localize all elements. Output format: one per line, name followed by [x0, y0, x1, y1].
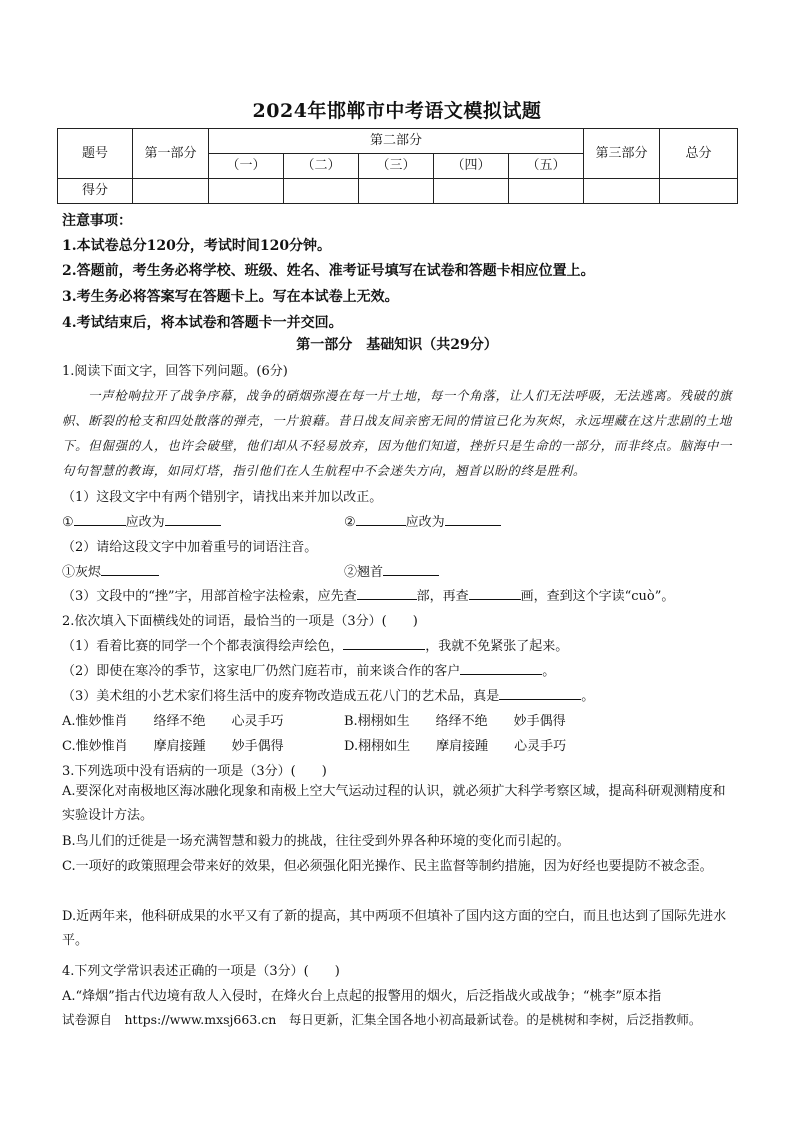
notes-item: 2.答题前，考生务必将学校、班级、姓名、准考证号填写在试卷和答题卡相应位置上。 [62, 263, 595, 279]
score-cell[interactable] [209, 179, 284, 204]
option-d[interactable]: D.栩栩如生 摩肩接踵 心灵手巧 [344, 739, 567, 754]
question-1-stem: 1.阅读下面文字，回答下列问题。(6分) [62, 364, 288, 379]
answer-blank[interactable] [356, 511, 406, 526]
score-cell[interactable] [509, 179, 584, 204]
answer-blank[interactable] [460, 660, 542, 675]
score-sub-header: （一） [209, 154, 284, 179]
page-title: 2024年邯郸市中考语文模拟试题 [252, 100, 542, 122]
answer-blank[interactable] [383, 561, 439, 576]
score-row-label: 得分 [58, 179, 133, 204]
option-d[interactable]: D.近两年来，他科研成果的水平又有了新的提高，其中两项不但填补了国内这方面的空白，而且也达到了国际先进水平。 [62, 909, 727, 948]
option-c[interactable]: C.一项好的政策照理会带来好的效果，但必须强化阳光操作、民主监督等制约措施，因为好经也要提防不被念歪。 [62, 859, 713, 874]
sentence-text: （3）美术组的小艺术家们将生活中的废弃物改造成五花八门的艺术品，真是 [62, 689, 500, 704]
answer-blank[interactable] [343, 635, 425, 650]
sub3-text: （3）文段中的“挫”字，用部首检字法检索，应先查 [62, 589, 357, 604]
score-cell[interactable] [660, 179, 738, 204]
fix-label: 应改为 [125, 515, 165, 530]
score-total-header: 总分 [660, 129, 738, 179]
score-table [57, 128, 738, 204]
question-4-stem: 4.下列文学常识表述正确的一项是（3分）( ) [62, 964, 340, 979]
score-part3-header: 第三部分 [584, 129, 660, 179]
sentence-text: 。 [542, 664, 556, 679]
reading-passage [62, 383, 732, 483]
pinyin-word-2: ②翘首 [344, 565, 384, 580]
score-col-label: 题号 [58, 129, 133, 179]
question-3-stem: 3.下列选项中没有语病的一项是（3分）( ) [62, 764, 327, 779]
score-part1-header: 第一部分 [133, 129, 209, 179]
answer-blank[interactable] [445, 511, 501, 526]
score-cell[interactable] [584, 179, 660, 204]
sub3-text: 画，查到这个字读“cuò”。 [520, 589, 675, 604]
score-sub-header: （二） [284, 154, 359, 179]
score-cell[interactable] [359, 179, 434, 204]
answer-blank[interactable] [357, 585, 417, 600]
pinyin-word-1: ①灰烬 [62, 565, 102, 580]
score-part2-header: 第二部分 [209, 129, 584, 154]
option-b[interactable]: B.鸟儿们的迁徙是一场充满智慧和毅力的挑战，往往受到外界各种环境的变化而引起的。 [62, 834, 570, 849]
answer-blank[interactable] [499, 685, 581, 700]
score-cell[interactable] [284, 179, 359, 204]
question-2-sentence [62, 660, 742, 679]
score-sub-header: （三） [359, 154, 434, 179]
option-a-line-2[interactable]: 试卷源自 https://www.mxsj663.cn 每日更新，汇集全国各地小初高最新试卷。的是桃树和李树，后泛指教师。 [62, 1012, 702, 1027]
sentence-text: 。 [581, 689, 595, 704]
option-a[interactable]: A.惟妙惟肖 络绎不绝 心灵手巧 [62, 714, 284, 729]
question-1-sub3 [62, 585, 742, 604]
fix-label: 应改为 [405, 515, 445, 530]
question-1-sub2: （2）请给这段文字中加着重号的词语注音。 [62, 540, 318, 555]
typo-fix-2-label: ② [344, 515, 356, 530]
option-c[interactable]: C.惟妙惟肖 摩肩接踵 妙手偶得 [62, 739, 284, 754]
question-2-stem: 2.依次填入下面横线处的词语，最恰当的一项是（3分）( ) [62, 614, 418, 629]
sentence-text: （1）看着比赛的同学一个个都表演得绘声绘色， [62, 639, 344, 654]
sentence-text: ，我就不免紧张了起来。 [425, 639, 569, 654]
notes-item: 3.考生务必将答案写在答题卡上。写在本试卷上无效。 [62, 289, 399, 305]
question-2-sentence [62, 685, 742, 704]
notes-item: 4.考试结束后，将本试卷和答题卡一并交回。 [62, 315, 343, 331]
notes-heading: 注意事项： [62, 213, 132, 229]
sub3-text: 部，再查 [416, 589, 469, 604]
score-cell[interactable] [434, 179, 509, 204]
answer-blank[interactable] [469, 585, 521, 600]
sentence-text: （2）即使在寒冷的季节，这家电厂仍然门庭若市，前来谈合作的客户 [62, 664, 461, 679]
option-a-line-1[interactable]: A.“烽烟”指古代边境有敌人入侵时，在烽火台上点起的报警用的烟火，后泛指战火或战争；“桃李”原本指 [62, 989, 662, 1004]
option-b[interactable]: B.栩栩如生 络绎不绝 妙手偶得 [344, 714, 566, 729]
section-heading: 第一部分 基础知识（共29分） [296, 337, 498, 353]
passage-text: 一声枪响拉开了战争序幕，战争的硝烟弥漫在每一片土地，每一个角落，让人们无法呼吸，无法逃离。残破的旗帜、断裂的枪支和四处散落的弹壳，一片狼藉。昔日战友间亲密无间的情谊已化为灰烬，永远埋藏在这片悲剧的土地下。但倔强的人，也许会破壁，他们却从不轻易放弃，因为他们知道，挫折只是生命的一部分，而非终点。脑海中一句句智慧的教诲，如同灯塔，指引他们在人生航程中不会迷失方向，翘首以盼的终是胜利。 [62, 388, 732, 478]
typo-fix-row-2 [344, 511, 794, 530]
notes-item: 1.本试卷总分120分，考试时间120分钟。 [62, 238, 332, 254]
typo-fix-1-label: ① [62, 515, 74, 530]
pinyin-row-2 [344, 561, 794, 580]
answer-blank[interactable] [101, 561, 159, 576]
question-2-sentence [62, 635, 742, 654]
option-a[interactable]: A.要深化对南极地区海冰融化现象和南极上空大气运动过程的认识，就必须扩大科学考察区域，提高科研观测精度和实验设计方法。 [62, 784, 726, 823]
question-1-sub1: （1）这段文字中有两个错别字，请找出来并加以改正。 [62, 490, 383, 505]
score-cell[interactable] [133, 179, 209, 204]
answer-blank[interactable] [165, 511, 221, 526]
answer-blank[interactable] [74, 511, 126, 526]
score-sub-header: （五） [509, 154, 584, 179]
score-sub-header: （四） [434, 154, 509, 179]
